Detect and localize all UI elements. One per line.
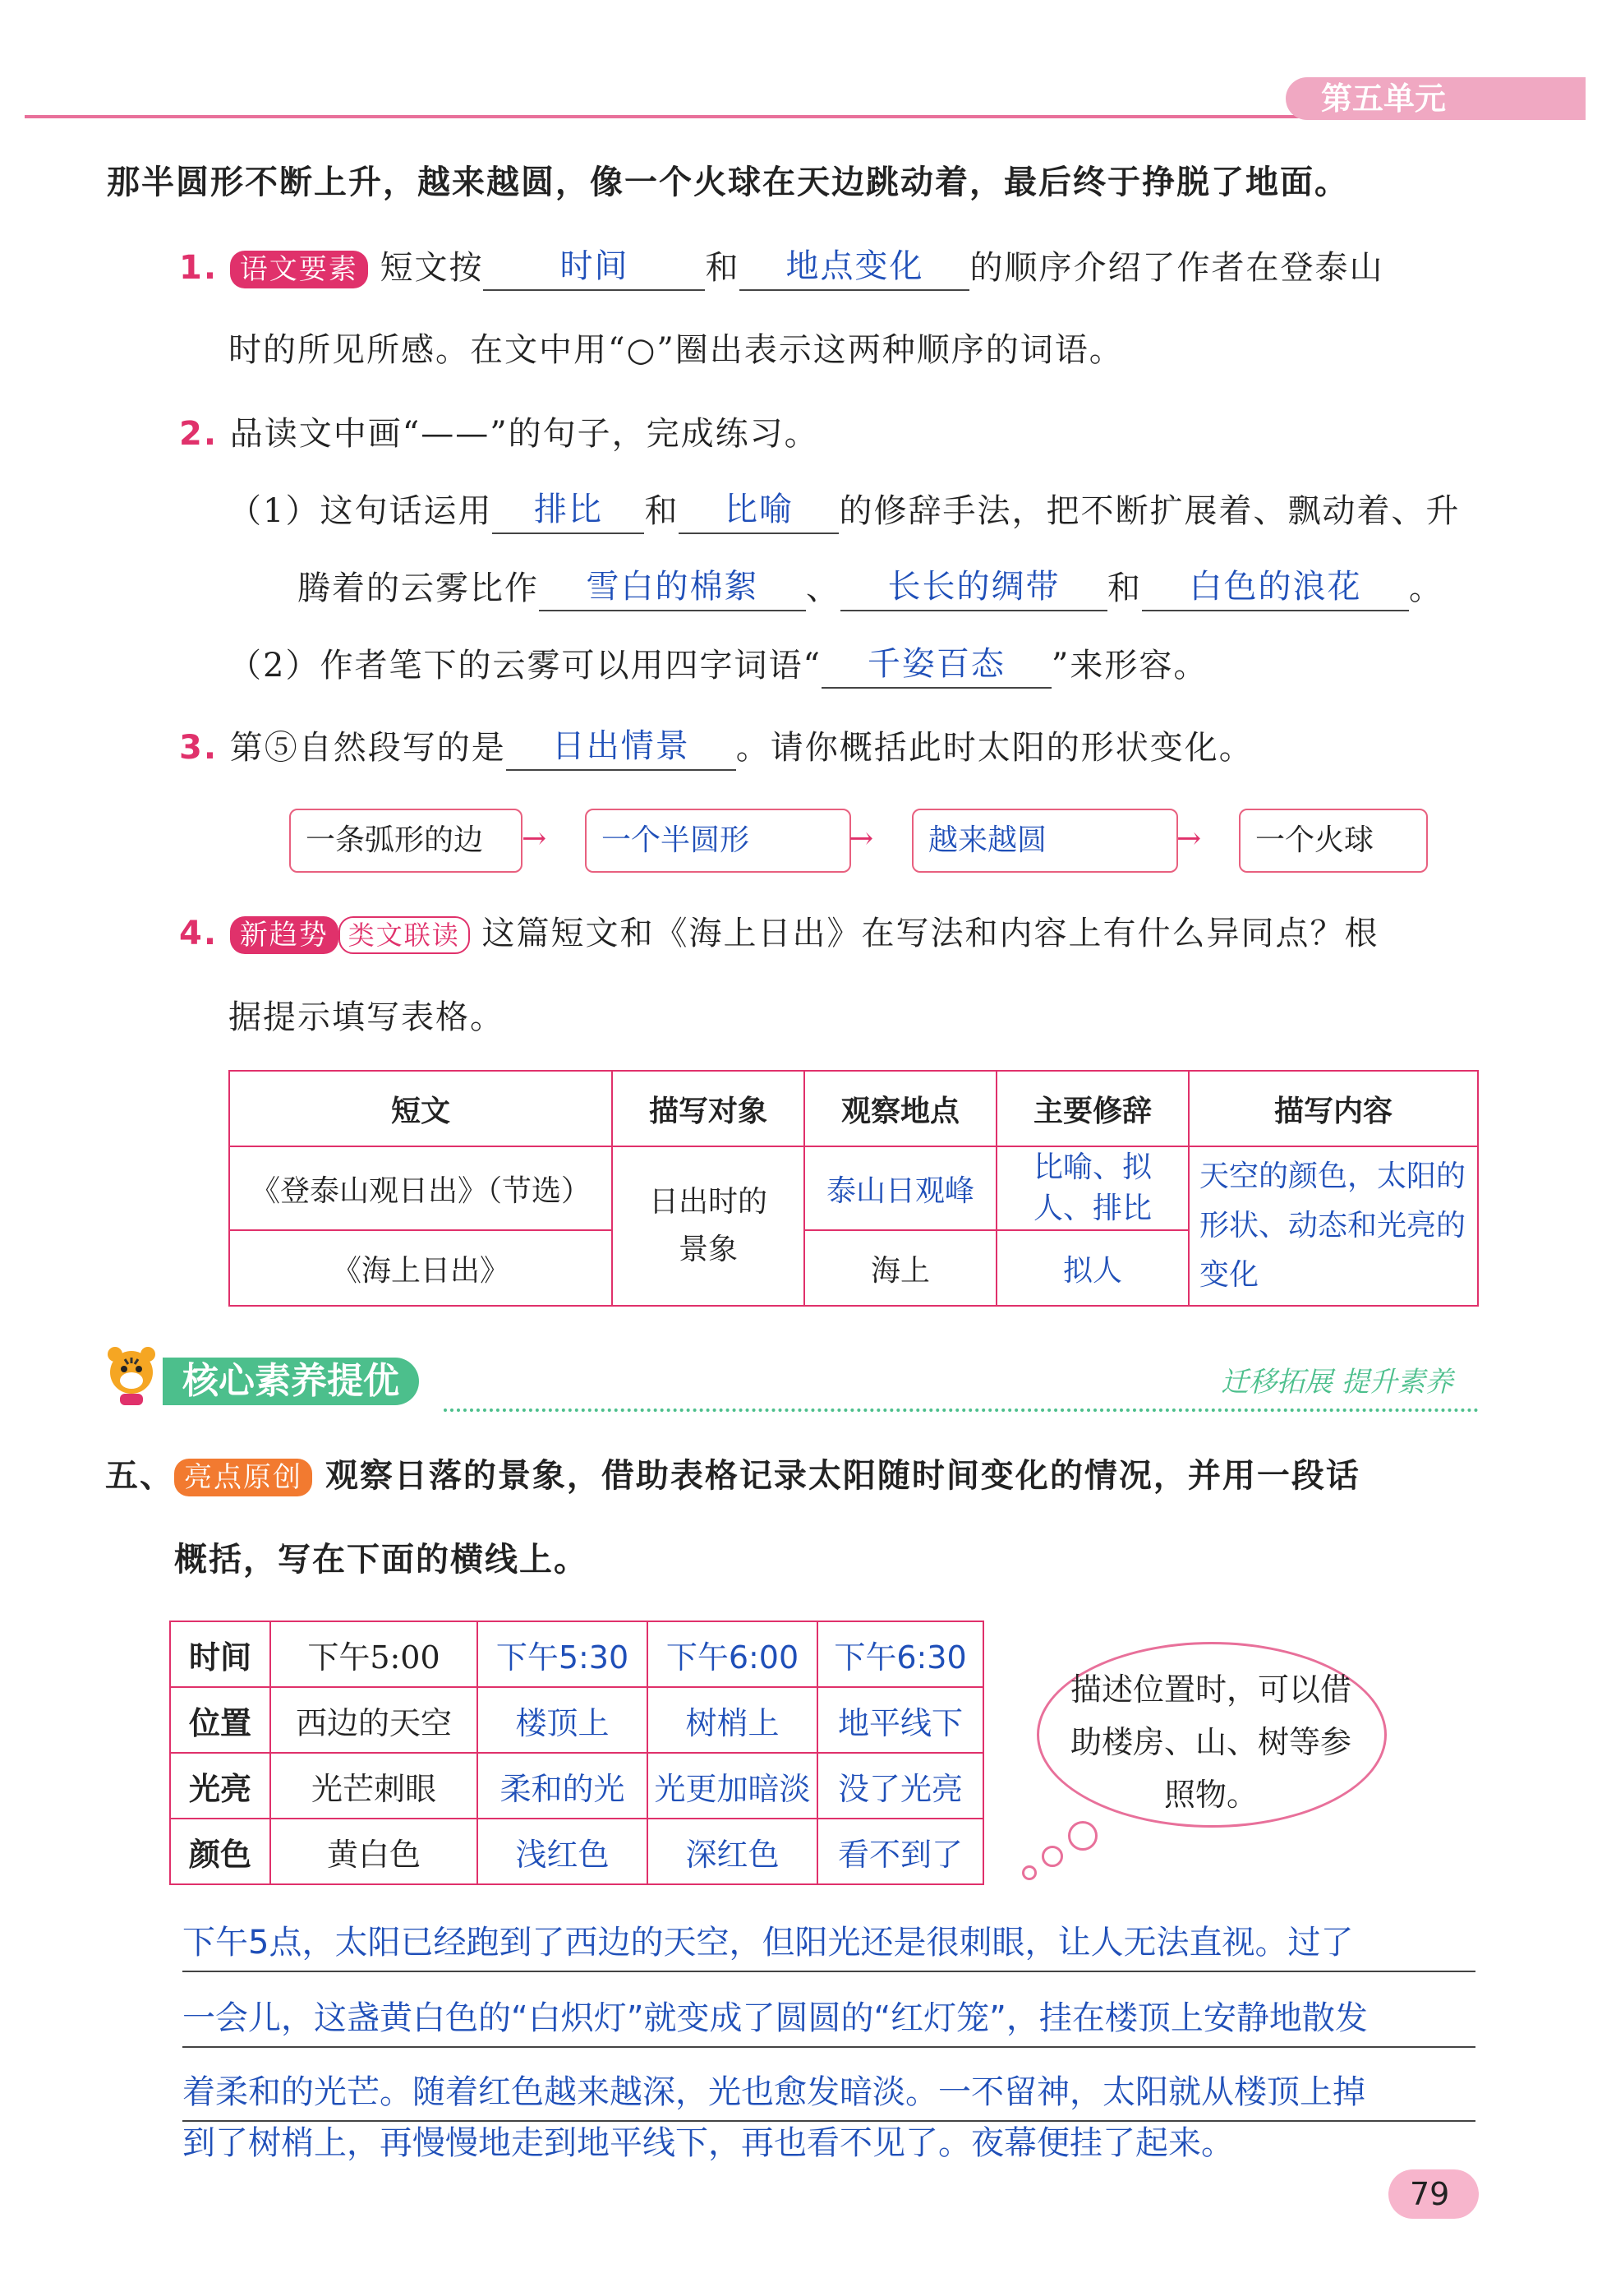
q5-line1: 五、 亮点原创 观察日落的景象，借助表格记录太阳随时间变化的情况，并用一段话 [105,1456,1360,1495]
q2-sub2: （2）作者笔下的云雾可以用四字词语“ 千姿百态 ”来形容。 [228,641,1208,689]
page-number: 79 [1410,2176,1450,2212]
q1-line2: 时的所见所感。在文中用“○”圈出表示这两种顺序的词语。 [228,331,1124,369]
q2-answer-mianxu: 雪白的棉絮 [539,564,806,611]
q1-number: 1. [179,249,219,287]
answer-line-1: 下午5点，太阳已经跑到了西边的天空，但阳光还是很刺眼，让人无法直视。过了 [182,1924,1354,1962]
q4-number: 4. [179,915,219,952]
flow-step-3: 越来越圆 [912,809,1178,873]
q4-tag-reading: 类文联读 [338,916,470,954]
q2-number: 2. [179,415,219,453]
table-row: 颜色 黄白色 浅红色 深红色 看不到了 [170,1819,983,1884]
answer-line-4: 到了树梢上，再慢慢地走到地平线下，再也看不见了。夜幕便挂了起来。 [182,2124,1234,2162]
row-title: 《海上日出》 [229,1230,612,1306]
row-title: 《登泰山观日出》（节选） [229,1146,612,1230]
col-header: 主要修辞 [997,1071,1189,1146]
section-dotted-rule [444,1408,1479,1412]
hint-text: 描述位置时，可以借助楼房、山、树等参照物。 [1070,1671,1351,1813]
flow-step-2: 一个半圆形 [585,809,851,873]
q3-line: 3. 第⑤自然段写的是 日出情景 。请你概括此时太阳的形状变化。 [179,723,1254,771]
tiger-mascot-icon [100,1344,163,1407]
q2-sub1b: 腾着的云雾比作 雪白的棉絮 、 长长的绸带 和 白色的浪花 。 [297,564,1443,611]
q2-answer-idiom: 千姿百态 [822,641,1052,689]
cell-content: 天空的颜色，太阳的形状、动态和光亮的变化 [1189,1146,1478,1306]
answer-line-3: 着柔和的光芒。随着红色越来越深，光也愈发暗淡。一不留神，太阳就从楼顶上掉 [182,2073,1365,2111]
flow-arrow-icon: → [522,822,547,855]
unit-title: 第五单元 [1321,81,1447,117]
q2-answer-langhua: 白色的浪花 [1142,564,1409,611]
q2-sub1: （1）这句话运用 排比 和 比喻 的修辞手法，把不断扩展着、飘动着、升 [228,486,1460,534]
q2-answer-choudai: 长长的绸带 [840,564,1107,611]
col-header: 观察地点 [804,1071,997,1146]
sunset-table [169,1621,984,1885]
flow-arrow-icon: → [849,822,874,855]
q4-line1: 4. 新趋势 类文联读 这篇短文和《海上日出》在写法和内容上有什么异同点？根 [179,915,1379,952]
writing-line [182,1971,1475,1972]
q1-line1: 1. 语文要素 短文按 时间 和 地点变化 的顺序介绍了作者在登泰山 [179,243,1383,291]
table-row: 光亮 光芒刺眼 柔和的光 光更加暗淡 没了光亮 [170,1753,983,1819]
flow-arrow-icon: → [1176,822,1202,855]
q3-number: 3. [179,729,219,767]
cell-place-1: 泰山日观峰 [804,1146,997,1230]
section-subtitle: 迁移拓展 提升素养 [1221,1366,1453,1399]
q5-line2: 概括，写在下面的横线上。 [174,1540,588,1579]
table-row: 位置 西边的天空 楼顶上 树梢上 地平线下 [170,1687,983,1753]
cell-object: 日出时的景象 [612,1146,804,1306]
q4-line2: 据提示填写表格。 [228,998,504,1036]
q1-tag: 语文要素 [230,251,368,288]
cell-rhetoric-1: 比喻、拟人、排比 [997,1146,1189,1230]
flow-step-4: 一个火球 [1239,809,1428,873]
writing-line [182,2046,1475,2048]
q3-answer: 日出情景 [506,723,736,771]
flow-step-1: 一条弧形的边 [289,809,522,873]
q4-tag-trend: 新趋势 [230,916,338,954]
intro-line: 那半圆形不断上升，越来越圆，像一个火球在天边跳动着，最后终于挣脱了地面。 [107,163,1349,201]
q5-number: 五、 [105,1456,174,1495]
bubble-dot [1042,1846,1063,1867]
comparison-table [228,1070,1479,1307]
q1-answer-1: 时间 [483,243,705,291]
q2-line: 2. 品读文中画“——”的句子，完成练习。 [179,415,819,453]
section-title: 核心素养提优 [163,1358,419,1405]
q2-answer-biyu: 比喻 [679,486,839,534]
q2-answer-paibi: 排比 [492,486,644,534]
bubble-dot [1022,1865,1037,1880]
answer-line-2: 一会儿，这盏黄白色的“白炽灯”就变成了圆圆的“红灯笼”，挂在楼顶上安静地散发 [182,1999,1368,2037]
q5-tag: 亮点原创 [174,1459,312,1496]
cell-rhetoric-2: 拟人 [997,1230,1189,1306]
bubble-dot [1068,1821,1098,1851]
table-row: 时间 下午5:00 下午5:30 下午6:00 下午6:30 [170,1621,983,1687]
col-header: 短文 [229,1071,612,1146]
q1-answer-2: 地点变化 [739,243,969,291]
col-header: 描写对象 [612,1071,804,1146]
col-header: 描写内容 [1189,1071,1478,1146]
cell-place-2: 海上 [804,1230,997,1306]
